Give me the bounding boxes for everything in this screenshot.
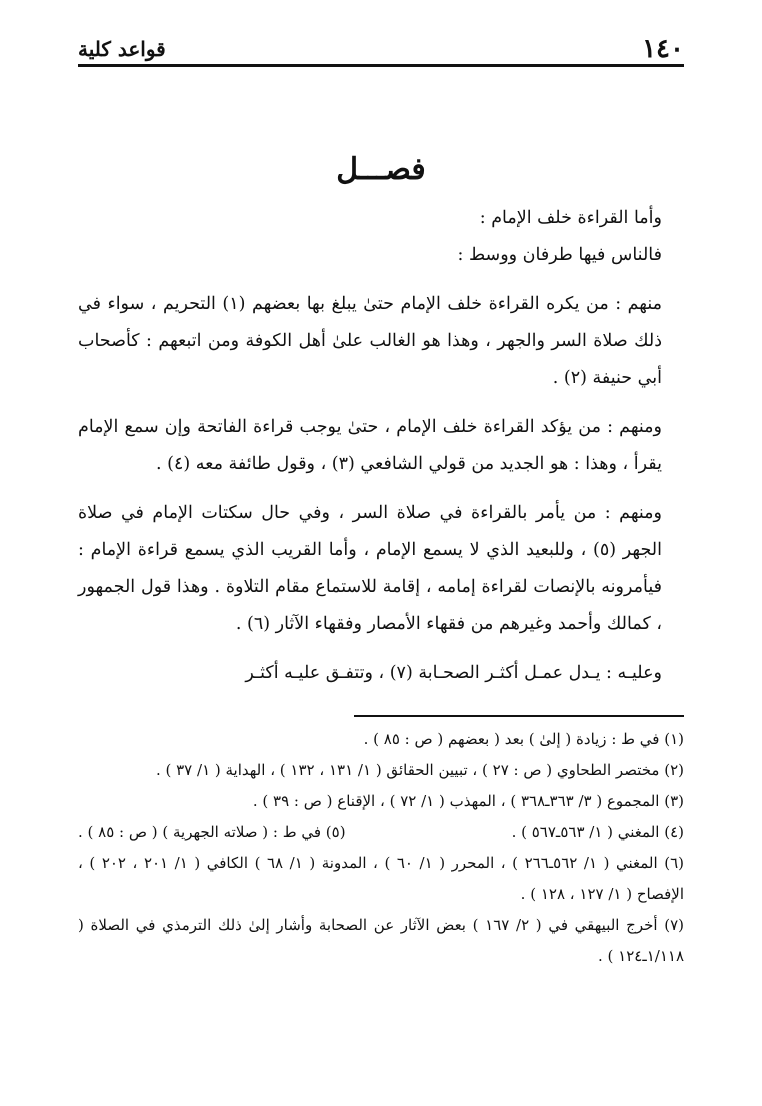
footnote: (٢) مختصر الطحاوي ( ص : ٢٧ ) ، تبيين الحقائق ( ١/ ١٣١ ، ١٣٢ ) ، الهداية ( ١/ ٣٧ ) . bbox=[155, 761, 684, 779]
section-title: فصـــل bbox=[336, 152, 426, 187]
footnotes bbox=[78, 724, 684, 972]
paragraph: وعليـه : يـدل عمـل أكثـر الصحـابة (٧) ، وتتفـق عليـه أكثـر bbox=[245, 663, 662, 683]
footnote-divider bbox=[354, 715, 684, 717]
footnote: (١) في ط : زيادة ( إلىٰ ) بعد ( بعضهم ( ص : ٨٥ ) . bbox=[363, 730, 684, 748]
paragraph: وأما القراءة خلف الإمام : bbox=[479, 208, 662, 228]
footnote: (٧) أخرج البيهقي في ( ٢/ ١٦٧ ) بعض الآثار عن الصحابة وأشار إلىٰ ذلك الترمذي في الصلاة ( ١/١١٨ـ١٢٤ ) . bbox=[78, 916, 684, 965]
footnote: (٤) المغني ( ١/ ٥٦٣ـ٥٦٧ ) . bbox=[511, 823, 684, 841]
footnote: (٥) في ط : ( صلاته الجهرية ) ( ص : ٨٥ ) . bbox=[78, 823, 346, 841]
main-text bbox=[78, 150, 684, 692]
footnote: (٣) المجموع ( ٣/ ٣٦٣ـ٣٦٨ ) ، المهذب ( ١/ ٧٢ ) ، الإقناع ( ص : ٣٩ ) . bbox=[252, 792, 684, 810]
running-title: قواعد كلية bbox=[78, 37, 166, 61]
paragraph: ومنهم : من يؤكد القراءة خلف الإمام ، حتىٰ يوجب قراءة الفاتحة وإن سمع الإمام يقرأ ، وهذا : هو الجديد من قولي الشافعي (٣) ، وقول طائفة معه (٤) . bbox=[78, 417, 662, 474]
footnote: (٦) المغني ( ١/ ٥٦٢ـ٢٦٦ ) ، المحرر ( ١/ ٦٠ ) ، المدونة ( ١/ ٦٨ ) الكافي ( ١/ ٢٠١ ، ٢٠٢ ) ، الإفصاح ( ١/ ١٢٧ ، ١٢٨ ) . bbox=[78, 854, 684, 903]
paragraph: منهم : من يكره القراءة خلف الإمام حتىٰ يبلغ بها بعضهم (١) التحريم ، سواء في ذلك صلاة السر والجهر ، وهذا هو الغالب علىٰ أهل الكوفة ومن اتبعهم : كأصحاب أبي حنيفة (٢) . bbox=[78, 294, 662, 388]
page-number: ١٤٠ bbox=[642, 34, 684, 64]
paragraph: ومنهم : من يأمر بالقراءة في صلاة السر ، وفي حال سكتات الإمام في صلاة الجهر (٥) ، وللبعيد الذي لا يسمع الإمام ، وأما القريب الذي يسمع قراءة الإمام : فيأمرونه بالإنصات لقراءة إمامه ، إقامة للاستماع مقام التلاوة . وهذا قول الجمهور ، كمالك وأحمد وغيرهم من فقهاء الأمصار وفقهاء الآثار (٦) . bbox=[78, 503, 662, 634]
paragraph: فالناس فيها طرفان ووسط : bbox=[457, 245, 662, 265]
footnote-row bbox=[78, 817, 684, 848]
page-header bbox=[78, 30, 684, 67]
